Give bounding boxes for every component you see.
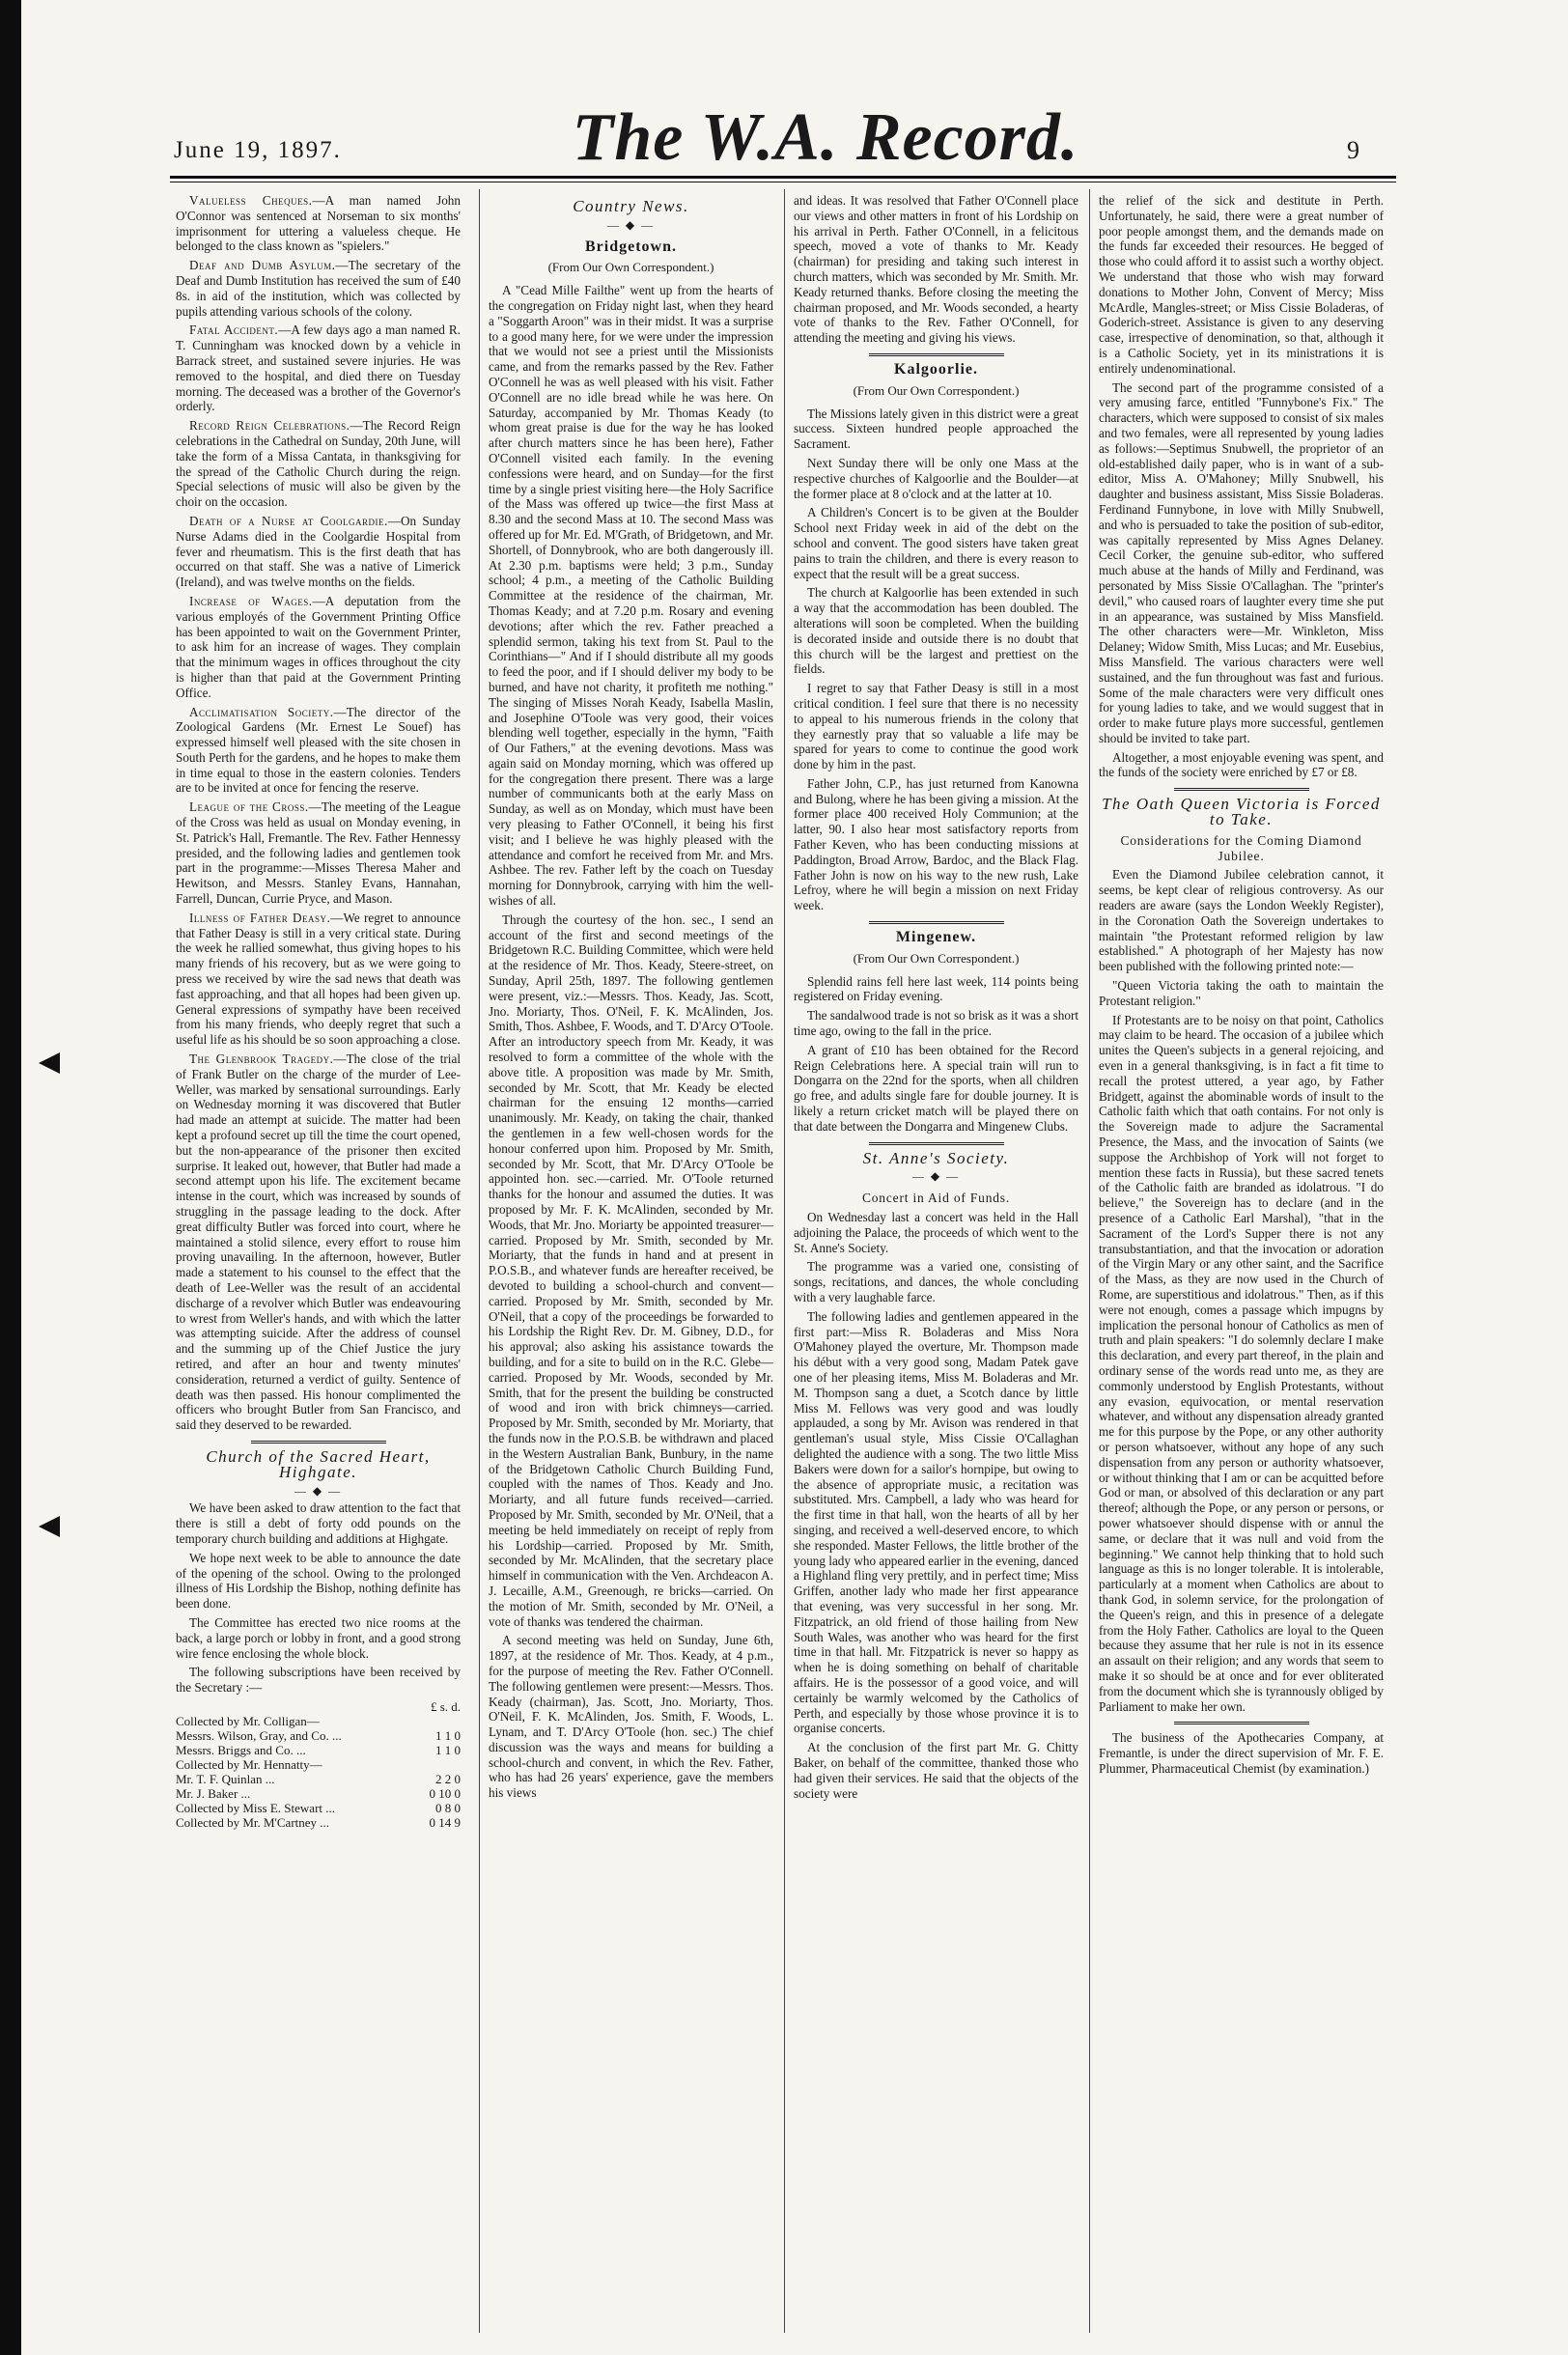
paragraph: The following ladies and gentlemen appeared in the first part:—Miss R. Boladeras and Miss Nora O'Mahoney played the overture, Mr. Thompson made his début with a very good song, Madam Patek gave one of her pleasing items, Miss M. Boladeras and Mr. M. Thompson sang a duet, a Scotch dance by little Miss M. Fellows was very good and was loudly applauded, a song by Mr. Avison was rendered in that gentleman's usual style, Miss Cissie O'Callaghan delighted the audience with a song. The two little Miss Bakers were down for a sailor's hornpipe, but owing to the absence of appropriate music, a recitation was substituted. Mrs. Campbell, a lady who was heard for the first time in that hall, won the hearts of all by her singing, and received a well-deserved encore, to which she responded. Master Fellows, the little brother of the young lady who appeared earlier in the evening, danced a Highland fling very prettily, and in perfect time; Miss Griffen, another lady who made her first appearance that evening, was very successful in her song. Mr. Fitzpatrick, an old friend of those hailing from New South Wales, was another who was heard for the first time in that hall. Mr. Fitzpatrick is never so happy as when he is doing something on behalf of charitable affairs. He is the possessor of a good voice, and will certainly be warmly welcomed by the Catholics of Perth, and especially by those whose province it is to organise concerts. (794, 1308, 1078, 1736)
st-annes-body (794, 1210, 1078, 1801)
paragraph: We hope next week to be able to announce the date of the opening of the school. Owing to the prolonged illness of His Lordship the Bishop, nothing definite has been done. (176, 1550, 461, 1612)
news-item-head: League of the Cross. (189, 799, 309, 815)
paragraph: Splendid rains fell here last week, 114 points being registered on Friday evening. (794, 973, 1078, 1004)
bridgetown-continued (794, 193, 1078, 346)
subscription-row (176, 1728, 461, 1743)
subscription-amount: 0 8 0 (435, 1800, 461, 1815)
subscription-amount: 0 10 0 (429, 1785, 461, 1801)
news-item-text: —The close of the trial of Frank Butler on the charge of the murder of Lee-Weller, was marked by sensational surroundings. Early on Wednesday morning it was discovered that Butler had made an attempt at suicide. The matter had been kept a profound secret up till the time the court opened, but the non-appearance of the prisoner then excited surprise. It leaked out, however, that Butler had made a second attempt upon his life. The excitement became intense in the court, which was increased by sounds of struggling in the passage leading to the dock. After great difficulty Butler was forced into court, where he maintained a stolid silence, every effort to rouse him proving unavailing. In the afternoon, however, Butler made a statement to his counsel to the effect that the death of Lee-Weller was the result of an accidental discharge of a revolver which Butler was endeavouring to wrest from Weller's hands, and with which the latter was attempting suicide. After the address of counsel and the summing up of the Chief Justice the jury retired, and after an hour and twenty minutes' consideration, returned a verdict of guilty. Sentence of death was then passed. His honour complimented the officers who brought Butler from San Francisco, and said they deserved to be rewarded. (176, 1051, 461, 1433)
subscriber-name: Messrs. Wilson, Gray, and Co. ... (176, 1727, 342, 1743)
apothecaries-notice: The business of the Apothecaries Company, at Fremantle, is under the direct supervision of Mr. F. E. Plummer, Pharmaceutical Chemist (by examination.) (1099, 1730, 1384, 1776)
masthead-rule (170, 176, 1396, 179)
news-item-head: Acclimatisation Society. (189, 704, 334, 719)
paragraph: If Protestants are to be noisy on that point, Catholics may claim to be heard. The occasion of a jubilee which unites the Queen's subjects in a general rejoicing, and even in a general thanksgiving, is in fact a fit time to recall the protest uttered, a year ago, by Father Bridgett, against the abominable words of insult to the Catholic faith which that oath contains. For not only is the Sovereign made to adjure the Sacramental Presence, the Mass, and the invocation of Saints (we suppose the Archbishop of York will not forget to mention these facts in Russia), but these sacred tenets of the Catholic faith are branded as idolatrous. "I do believe," the Sovereign has to declare (and in the presence of a Catholic Earl Marshal), "that in the Sacrament of the Lord's Supper there is not any transubstantiation, and that the invocation or adoration of the Virgin Mary or any other saint, and the Sacrifice of the Mass, as they are now used in the Church of Rome, are superstitious and idolatrous." Then, as if this were not enough, comes a passage which impugns by implication the personal honour of Catholics as men of truth and plain speakers: "I do solemnly declare I make this declaration, and every part thereof, in the plain and ordinary sense of the words read unto me, as they are commonly understood by English Protestants, without any evasion, equivocation, or mental reservation whatever, and without any dispensation already granted me for this purpose by the Pope, or any other authority or person whatsoever, without any hope of any such dispensation from any person or authority whatsoever, or without thinking that I am or can be acquitted before God or man, or absolved of this declaration or any part thereof; although the Pope, or any person or persons, or power whatsoever should dispense with or annul the same, or declare that it was null and void from the beginning." We cannot help thinking that to hold such language as this is no longer tolerable. It is intolerable, particularly at a moment when Catholics are about to thank God, in solemn service, for the prolongation of the Queen's reign, and this in presence of a delegate from the Holy Father. Catholics are loyal to the Queen because they assume that her rule is not in its essence an assault on their religion; and any words that seem to make it so should be at once and for ever obliterated from the document which she is tyrannously obliged by Parliament to make her own. (1099, 1012, 1384, 1714)
paragraph: Altogether, a most enjoyable evening was spent, and the funds of the society were enriched by £7 or £8. (1099, 749, 1384, 780)
column-4 (1099, 193, 1384, 2346)
paragraph: Next Sunday there will be only one Mass at the respective churches of Kalgoorlie and the Boulder—at the former place at 8 o'clock and at the latter at 10. (794, 455, 1078, 501)
st-annes-continued (1099, 193, 1384, 780)
bridgetown-heading: Bridgetown. (585, 238, 677, 255)
news-item-head: The Glenbrook Tragedy. (189, 1051, 334, 1067)
column-3 (794, 193, 1078, 2346)
news-item-text: —A few days ago a man named R. T. Cunningham was knocked down by a vehicle in Barrack street, and sustained severe injuries. He was removed to the hospital, and died there on Tuesday morning. The deceased was a brother of the Governor's orderly. (176, 322, 461, 414)
news-item (176, 705, 461, 797)
paragraph: Even the Diamond Jubilee celebration cannot, it seems, be kept clear of religious controversy. As our readers are aware (says the London Weekly Register), in the Coronation Oath the Sovereign undertakes to maintain "the Protestant reformed religion by law established." A photograph of her Majesty has now been published with the following printed note:— (1099, 867, 1384, 974)
column-2 (489, 193, 773, 2346)
ornament: — ◆ — (294, 1483, 343, 1498)
paragraph: The Missions lately given in this district were a great success. Sixteen hundred people approached the Sacrament. (794, 406, 1078, 452)
mingenew-body (794, 974, 1078, 1135)
news-item (176, 258, 461, 319)
masthead-title: The W.A. Record. (572, 100, 1079, 175)
subscription-row (176, 1743, 461, 1757)
subscriptions-table (176, 1699, 461, 1830)
paragraph: The sandalwood trade is not so brisk as it was a short time ago, owing to the fall in the price. (794, 1008, 1078, 1039)
news-item-head: Fatal Accident. (189, 322, 279, 338)
news-items (176, 193, 461, 1433)
subscription-row (176, 1801, 461, 1815)
issue-date: June 19, 1897. (174, 137, 342, 163)
paragraph: At the conclusion of the first part Mr. G. Chitty Baker, on behalf of the committee, thanked those who had given their services. He said that the objects of the society were (794, 1740, 1078, 1801)
subscription-row (176, 1714, 461, 1728)
news-item-text: —The Record Reign celebrations in the Cathedral on Sunday, 20th June, will take the form of a Missa Cantata, in thanksgiving for the spread of the Catholic Church during the reign. Special selections of music will also be given by the choir on the occasion. (176, 418, 461, 510)
paragraph: The programme was a varied one, consisting of songs, recitations, and dances, the whole concluding with a very laughable farce. (794, 1259, 1078, 1304)
paragraph: The second part of the programme consisted of a very amusing farce, entitled "Funnybone's Fix." The characters, which were supposed to consist of six males and two females, were all represented by young ladies as follows:—Septimus Snubwell, the proprietor of an old-established daily paper, who is in want of a sub-editor, Miss A. O'Mahoney; Milly Snubwell, his daughter and business assistant, Miss Sissie Boladeras. Ferdinand Funnybone, in love with Milly Snubwell, and who is persuaded to take the position of sub-editor, was capitally represented by Miss Agnes Delaney. Cecil Corker, the genuine sub-editor, who suffered much abuse at the hands of Milly and Ferdinand, was personated by Miss Sissie O'Callaghan. The "printer's devil," who caused roars of laughter every time she put in an appearance, was sustained by Miss Mansfield. The other characters were—Mr. Winkleton, Miss Delaney; Widow Smith, Miss Lucas; and Mr. Eusebius, Miss Mansfield. The various characters were well sustained, and the fun throughout was fast and furious. Some of the male characters were very difficult ones for young ladies to take, and we would suggest that in order to make future plays more successful, gentlemen should be invited to take part. (1099, 379, 1384, 745)
news-item-text: —We regret to announce that Father Deasy is still in a very critical state. During the week he rallied somewhat, thus giving hopes to his many friends of his recovery, but as we were going to press we received by wire the sad news that death was fast approaching, and that all hopes had been given up. General expressions of sympathy have been received from his many friends, who deeply regret that such a useful life as his should be so soon approaching a close. (176, 910, 461, 1048)
bridgetown-body (489, 283, 773, 1801)
subscription-row (176, 1786, 461, 1801)
paragraph: We have been asked to draw attention to the fact that there is still a debt of forty odd pounds on the temporary church building and additions at Highgate. (176, 1500, 461, 1546)
news-item (176, 418, 461, 510)
news-item (176, 1051, 461, 1433)
section-rule (869, 921, 1004, 924)
subscription-amount: 2 2 0 (435, 1771, 461, 1786)
news-item-text: —The director of the Zoological Gardens (Mr. Ernest Le Souef) has expressed himself well pleased with the site chosen in South Perth for the gardens, and he hopes to make them in time equal to those in the eastern colonies. Tenders are to be invited at once for fencing the reserve. (176, 704, 461, 796)
column-divider (1089, 189, 1090, 2333)
subs-header-row (176, 1699, 461, 1714)
section-rule (869, 1142, 1004, 1145)
news-item-head: Increase of Wages. (189, 593, 313, 608)
column-divider (784, 189, 785, 2333)
column-1 (176, 193, 461, 2346)
concert-subheading: Concert in Aid of Funds. (861, 1191, 1011, 1206)
st-annes-heading: St. Anne's Society. (862, 1148, 1010, 1167)
paragraph: the relief of the sick and destitute in Perth. Unfortunately, he said, there were a great number of poor people amongst them, and the demands made on the funds far exceeded their resources. He begged of those who could afford it to assist such a worthy object. We understand that those who wish may forward donations to Mother John, Convent of Mercy; Miss McArdle, Mangles-street; or Miss Cissie Boladeras, of Goderich-street. Assistance is given to any deserving case, irrespective of denomination, so that, although it is a Catholic Society, yet in its ministrations it is entirely undenominational. (1099, 193, 1384, 376)
paragraph: and ideas. It was resolved that Father O'Connell place our views and other matters in front of his Lordship on his arrival in Perth. Father O'Connell, in a felicitous speech, moved a vote of thanks to Mr. Keady (chairman) for presiding and taking such interest in church matters, which was seconded by Mr. Smith. Mr. Keady returned thanks. Before closing the meeting the chairman proposed, and Mr. Woods seconded, a hearty vote of thanks to the Rev. Father O'Connell, for attending the meeting and giving his views. (794, 193, 1078, 346)
section-rule (869, 353, 1004, 356)
subs-header: £ s. d. (430, 1698, 461, 1714)
correspondent-line: (From Our Own Correspondent.) (853, 382, 1020, 398)
subscriber-name: Collected by Mr. Colligan— (176, 1713, 320, 1728)
oath-subheading: Considerations for the Coming Diamond Jubilee. (1120, 832, 1362, 863)
paragraph: The church at Kalgoorlie has been extended in such a way that the accommodation has been doubled. The alterations will soon be completed. When the building is decorated inside and outside there is no doubt that this church will be the largest and prettiest on the fields. (794, 585, 1078, 677)
paragraph: A second meeting was held on Sunday, June 6th, 1897, at the residence of Mr. Thos. Keady, at 4 p.m., for the purpose of meeting the Rev. Father O'Connell. The following gentlemen were present:—Messrs. Thos. Keady (chairman), Jas. Scott, Jno. Moriarty, Thos. O'Neil, F. K. McAlinden, Jos. Smith, F. Woods, L. Lynam, and T. D'Arcy O'Toole (hon. sec.) The chief discussion was the ways and means for building a school-church and convent, in which the Rev. Father, who has had 26 years' experience, gave the members his views (489, 1633, 773, 1801)
section-rule (1174, 1722, 1309, 1724)
news-item-text: —The secretary of the Deaf and Dumb Institution has received the sum of £40 8s. in aid of the institution, which was collected by pupils attending various schools of the colony. (176, 258, 461, 319)
paragraph: A grant of £10 has been obtained for the Record Reign Celebrations here. A special train will run to Dongarra on the 22nd for the sports, when all children go free, and adults single fare for double journey. It is likely a return cricket match will be played there on that date between the Dongarra and Mingenew Clubs. (794, 1042, 1078, 1134)
news-item-head: Illness of Father Deasy. (189, 910, 331, 925)
news-item-text: —The meeting of the League of the Cross was held as usual on Monday evening, in St. Patrick's Hall, Fremantle. The Rev. Father Hennessy presided, and the following ladies and gentlemen took part in the programme:—Misses Theresa Maher and Hewitson, and Messrs. Stanley Evans, Hannahan, Farrell, Duncan, Currie Pryce, and Mason. (176, 799, 461, 907)
paragraph: Father John, C.P., has just returned from Kanowna and Bulong, where he has been giving a mission. At the former place 400 received Holy Communion; at the latter, 90. I also hear most satisfactory reports from Father Keven, who has been conducting missions at Paddington, Broad Arrow, Bardoc, and the Black Flag. Father John is now on his way to the new rush, Lake Lefroy, where he will begin a mission on next Friday week. (794, 775, 1078, 913)
news-item-text: —On Sunday Nurse Adams died in the Coolgardie Hospital from fever and rheumatism. This is the first death that has occurred on that staff. She was a native of Limerick (Ireland), and was twelve months on the fields. (176, 513, 461, 590)
oath-heading: The Oath Queen Victoria is Forced to Take. (1102, 795, 1381, 829)
paragraph: I regret to say that Father Deasy is still in a most critical condition. I feel sure that there is no necessity to appeal to his numerous friends in the colony that they earnestly pray that so valuable a life may be spared for years to come to continue the good work done by him in the past. (794, 681, 1078, 772)
news-item (176, 193, 461, 254)
country-news-heading: Country News. (573, 197, 689, 215)
subscription-row (176, 1757, 461, 1772)
subscription-row (176, 1815, 461, 1830)
news-item (176, 514, 461, 590)
subscription-amount: 1 1 0 (435, 1727, 461, 1743)
paragraph: Through the courtesy of the hon. sec., I send an account of the first and second meetings of the Bridgetown R.C. Building Committee, which were held at the residence of Mr. Thos. Keady, Steere-street, on Sunday, April 25th, 1897. The following gentlemen were present, viz.:—Messrs. Thos. Keady, Jas. Scott, Jno. Moriarty, Thos. O'Neil, F. K. McAlinden, Jos. Smith, Thos. Ashbee, F. Woods, and T. D'Arcy O'Toole. After an introductory speech from Mr. Keady, it was resolved to form a committee of the whole with the above title. A proposition was made by Mr. Smith, seconded by Mr. Scott, that Mr. Keady be elected chairman for the ensuing 12 months—carried unanimously. Mr. Keady, on taking the chair, thanked the gentlemen in a few well-chosen words for the honour conferred upon him. Proposed by Mr. Smith, seconded by Mr. Scott, that Mr. D'Arcy O'Toole be appointed hon. sec.—carried. Mr. O'Toole returned thanks for the honour and assumed the duties. It was proposed by Mr. F. K. McAlinden, seconded by Mr. Woods, that Mr. Jno. Moriarty be appointed treasurer—carried. Proposed by Mr. Smith, seconded by Mr. Moriarty, that the funds in hand and at present in P.O.S.B., and whatever funds are hereafter received, be devoted to building a school-church and convent—carried. Proposed by Mr. Smith, seconded by Mr. O'Neil, that a copy of the proceedings be forwarded to his Lordship the Right Rev. Dr. M. Gibney, D.D., for his approval; also asking his assistance towards the building, and for a site to build on in the R.C. Glebe—carried. Proposed by Mr. Woods, seconded by Mr. Smith, that for the present the building be constructed of wood and iron with brick chimneys—carried. Proposed by Mr. Smith, seconded by Mr. Moriarty, that the funds now in the P.O.S.B. be withdrawn and placed in the Western Australian Bank, Bunbury, in the name of the Bridgetown Catholic Church Building Fund, coupled with the names of Thos. Keady and Jno. Moriarty, and all future funds received—carried. Proposed by Mr. Smith, seconded by Mr. O'Neil, that a meeting be held immediately on receipt of reply from his Lordship—carried. Proposed by Mr. Smith, seconded by Mr. McAlinden, that the secretary place himself in communication with the Ven. Archdeacon A. J. Lecaille, A.M., Greenough, re bricks—carried. On the motion of Mr. Smith, seconded by Mr. O'Neil, a vote of thanks was tendered the chairman. (489, 911, 773, 1629)
paragraph: A "Cead Mille Failthe" went up from the hearts of the congregation on Friday night last, when they heard a "Soggarth Aroon" was in their midst. It was a surprise to a good many here, for we were under the impression that we would not see a priest until the Missionists came, and from the remarks passed by the Rev. Father O'Connell he was as well pleased with his visit. Father O'Connell are no idle bread while he was here. On Saturday, accompanied by Mr. Thomas Keady (to whom great praise is due for the way he has looked after church matters since he has been here), Father O'Connell visited each family. In the evening confessions were heard, and on Sunday—for the first time by a single priest visiting here—the Holy Sacrifice of the Mass was offered up twice—the first Mass at 8.30 and the second Mass at 10. The second Mass was offered up for Mr. Ed. M'Grath, of Bridgetown, and Mr. Shortell, of Donnybrook, who are both dangerously ill. At 2.30 p.m. baptisms were held; 3 p.m., Sunday school; 4 p.m., a meeting of the Catholic Building Committee at the residence of the chairman, Mr. Thomas Keady; and at 7.20 p.m. Rosary and evening devotions; after which the rev. Father preached a splendid sermon, taking his text from St. Paul to the Corinthians—" And if I should distribute all my goods to feed the poor, and if I should deliver my body to be burned, and have not charity, it profiteth me nothing." The singing of Misses Norah Keady, Isabella Maslin, and Josephine O'Toole was very good, their voices blending well together, especially in the hymn, "Faith of Our Fathers," at the evening devotions. Mass was again said on Monday morning, which was offered up for the congregation there present. There was a large number of communicants both at the early Mass on Sunday, as well as on Monday, which must have been very pleasing to Father O'Connell, it being his first visit; and I believe he was highly pleased with the attendance and comfort he received from Mr. and Mrs. Ashbee. The rev. Father left by the coach on Tuesday morning for Donnybrook, carrying with him the well-wishes of all. (489, 283, 773, 909)
news-item-head: Deaf and Dumb Asylum. (189, 258, 336, 273)
correspondent-line: (From Our Own Correspondent.) (547, 260, 714, 275)
news-item (176, 911, 461, 1048)
news-item-text: —A man named John O'Connor was sentenced at Norseman to six months' imprisonment for uttering a valueless cheque. He belonged to the class known as "spielers." (176, 193, 461, 254)
page-number: 9 (1347, 136, 1359, 164)
news-item-head: Record Reign Celebrations. (189, 418, 350, 434)
subscription-amount: 0 14 9 (429, 1814, 461, 1830)
scan-edge (0, 0, 21, 2355)
news-item (176, 322, 461, 414)
subscriber-name: Mr. T. F. Quinlan ... (176, 1771, 275, 1786)
subscription-amount (393, 1757, 461, 1772)
section-rule (251, 1441, 386, 1444)
subscriber-name: Collected by Miss E. Stewart ... (176, 1800, 336, 1815)
subscriber-name: Mr. J. Baker ... (176, 1785, 251, 1801)
news-item (176, 594, 461, 701)
paragraph: A Children's Concert is to be given at the Boulder School next Friday week in aid of the debt on the school and convent. The good sisters have taken great pains to train the children, and there is every reason to expect that the result will be a great success. (794, 505, 1078, 581)
subscription-row (176, 1772, 461, 1786)
kalgoorlie-body (794, 407, 1078, 914)
paragraph: The Committee has erected two nice rooms at the back, a large porch or lobby in front, and a good strong wire fence enclosing the whole block. (176, 1614, 461, 1661)
margin-pointer-icon (39, 1052, 60, 1074)
subscriber-name: Collected by Mr. M'Cartney ... (176, 1814, 330, 1830)
subscriber-name: Messrs. Briggs and Co. ... (176, 1742, 306, 1757)
paragraph: "Queen Victoria taking the oath to maintain the Protestant religion." (1099, 978, 1384, 1008)
oath-body (1099, 867, 1384, 1714)
column-divider (479, 189, 480, 2333)
paragraph: On Wednesday last a concert was held in the Hall adjoining the Palace, the proceeds of which went to the St. Anne's Society. (794, 1210, 1078, 1255)
news-item-head: Death of a Nurse at Coolgardie. (189, 513, 388, 528)
subscription-amount (393, 1714, 461, 1728)
news-item-head: Valueless Cheques. (189, 193, 313, 208)
ornament: — ◆ — (911, 1169, 961, 1184)
paragraph: The following subscriptions have been received by the Secretary :— (176, 1665, 461, 1696)
subscription-amount: 1 1 0 (435, 1742, 461, 1757)
ornament: — ◆ — (606, 217, 656, 232)
correspondent-line: (From Our Own Correspondent.) (853, 950, 1020, 966)
news-item (176, 799, 461, 907)
mingenew-heading: Mingenew. (895, 929, 977, 946)
subscriber-name: Collected by Mr. Hennatty— (176, 1756, 322, 1772)
kalgoorlie-heading: Kalgoorlie. (894, 360, 978, 378)
section-rule (1174, 788, 1309, 791)
news-item-text: —A deputation from the various employés of the Government Printing Office has been appointed to wait on the Government Printer, to ask him for an increase of wages. They complain that the minimum wages in offices throughout the city is higher than that paid at the Government Printing Office. (176, 593, 461, 700)
margin-pointer-icon (39, 1516, 60, 1537)
church-body (176, 1500, 461, 1696)
church-heading: Church of the Sacred Heart, Highgate. (206, 1446, 431, 1481)
